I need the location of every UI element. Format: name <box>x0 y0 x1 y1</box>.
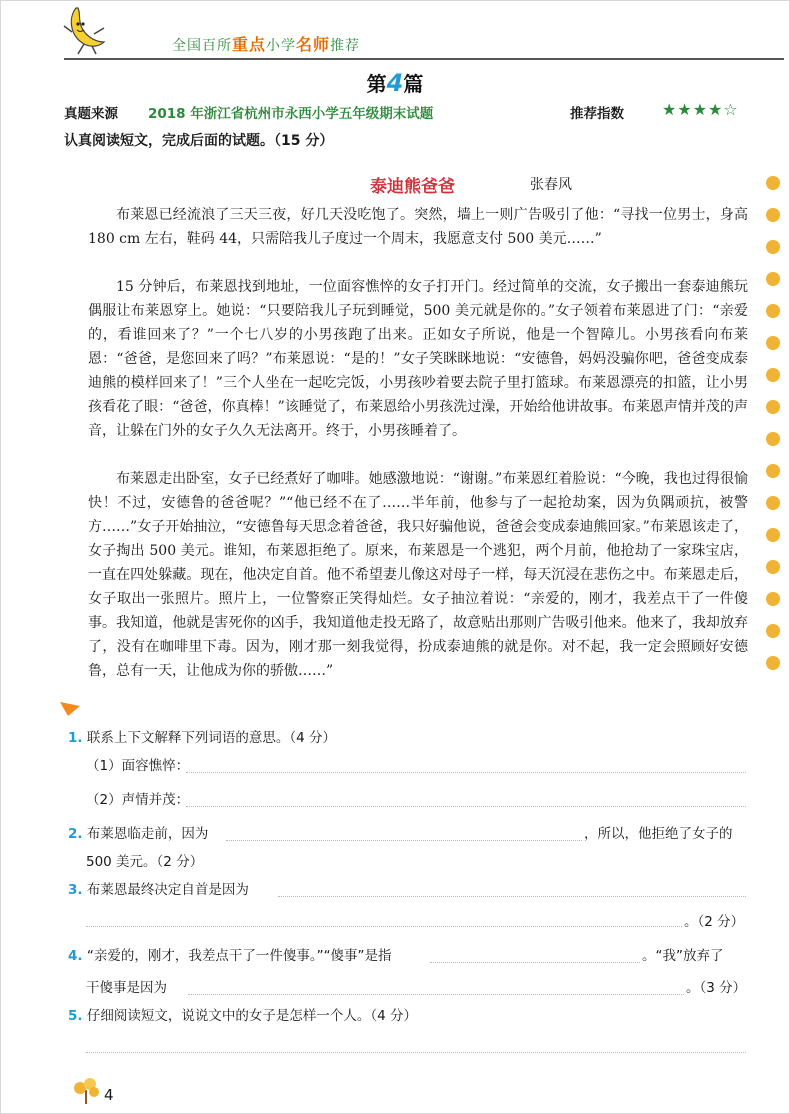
question-1b-label: （2）声情并茂： <box>86 792 190 808</box>
question-5: 5. 仔细阅读短文，说说文中的女子是怎样一个人。（4 分） <box>68 1008 417 1024</box>
binding-dot <box>766 432 780 446</box>
answer-line[interactable] <box>86 926 682 927</box>
binding-dot <box>766 176 780 190</box>
answer-line[interactable] <box>186 772 746 773</box>
question-4-mid: 。“我”放弃了 <box>642 948 724 964</box>
answer-line[interactable] <box>430 962 640 963</box>
question-4: 4. “亲爱的，刚才，我差点干了一件傻事。”“傻事”是指 <box>68 948 392 964</box>
story-paragraph: 15 分钟后，布莱恩找到地址，一位面容憔悴的女子打开门。经过简单的交流，女子搬出一套泰迪熊玩偶服让布莱恩穿上。她说：“只要陪我儿子玩到睡觉，500 美元就是你的。”女子领着布莱恩进了门：“亲爱的，看谁回来了？”一个七八岁的小男孩跑了出来。正如女子所说，他是一个智障儿。小男孩看向布莱恩：“爸爸，是您回来了吗？”布莱恩说：“是的！”女子笑眯眯地说：“安德鲁，妈妈没骗你吧，爸爸变成泰迪熊的模样回来了！”三个人坐在一起吃完饭，小男孩吵着要去院子里打篮球。布莱恩漂亮的扣篮，让小男孩看花了眼：“爸爸，你真棒！”该睡觉了，布莱恩给小男孩洗过澡，开始给他讲故事。布莱恩声情并茂的声音，让躲在门外的女子久久无法离开。终于，小男孩睡着了。 <box>88 279 748 439</box>
banana-mascot-icon <box>62 4 122 56</box>
header-divider <box>64 58 784 60</box>
binding-dot <box>766 560 780 574</box>
binding-dots <box>766 176 786 688</box>
answer-line[interactable] <box>278 896 746 897</box>
story-paragraph: 布莱恩走出卧室，女子已经煮好了咖啡。她感激地说：“谢谢。”布莱恩红着脸说：“今晚，我也过得很愉快！不过，安德鲁的爸爸呢？”“他已经不在了……半年前，他参与了一起抢劫案，因为负隅顽抗，被警方……”女子开始抽泣，“安德鲁每天思念着爸爸，我只好骗他说，爸爸会变成泰迪熊回家。”布莱恩该走了，女子掏出 500 美元。谁知，布莱恩拒绝了。原来，布莱恩是一个逃犯，两个月前，他抢劫了一家珠宝店，一直在四处躲藏。现在，他决定自首。他不希望妻儿像这对母子一样，每天沉浸在悲伤之中。布莱恩走后，女子取出一张照片。照片上，一位警察正笑得灿烂。女子抽泣着说：“亲爱的，刚才，我差点干了一件傻事。我知道，他就是害死你的凶手，我知道他走投无路了，故意贴出那则广告吸引他来。他来了，我却放弃了，没有在咖啡里下毒。因为，刚才那一刻我觉得，扮成泰迪熊的就是你。对不起，我一定会照顾好安德鲁，总有一天，让他成为你的骄傲……” <box>88 471 748 679</box>
question-2-end: 500 美元。（2 分） <box>86 854 204 870</box>
binding-dot <box>766 208 780 222</box>
tree-logo-icon <box>68 1076 104 1106</box>
binding-dot <box>766 592 780 606</box>
source-text: 2018 年浙江省杭州市永西小学五年级期末试题 <box>148 106 434 122</box>
question-1: 1. 联系上下文解释下列词语的意思。（4 分） <box>68 730 336 746</box>
source-label: 真题来源 <box>64 106 118 122</box>
binding-dot <box>766 624 780 638</box>
question-4-end: 。（3 分） <box>686 980 747 996</box>
answer-line[interactable] <box>226 840 582 841</box>
binding-dot <box>766 528 780 542</box>
answer-line[interactable] <box>186 806 746 807</box>
series-title: 全国百所重点小学名师推荐 <box>172 35 361 54</box>
article-number-title: 第4篇 <box>366 69 424 97</box>
recommend-stars: ★★★★☆ <box>662 100 739 119</box>
binding-dot <box>766 368 780 382</box>
page-number: 4 <box>104 1086 114 1104</box>
question-1a-label: （1）面容憔悴： <box>86 758 190 774</box>
question-2-mid: ，所以，他拒绝了女子的 <box>584 826 733 842</box>
recommend-label: 推荐指数 <box>570 106 624 122</box>
story-title: 泰迪熊爸爸 <box>370 177 455 197</box>
source-row <box>64 102 764 124</box>
question-4-line2: 干傻事是因为 <box>86 980 167 996</box>
binding-dot <box>766 400 780 414</box>
triangle-marker-icon <box>60 702 80 716</box>
question-3: 3. 布莱恩最终决定自首是因为 <box>68 882 249 898</box>
binding-dot <box>766 336 780 350</box>
question-3-end: 。（2 分） <box>684 914 745 930</box>
binding-dot <box>766 272 780 286</box>
binding-dot <box>766 656 780 670</box>
binding-dot <box>766 304 780 318</box>
question-2: 2. 布莱恩临走前，因为 <box>68 826 209 842</box>
story-paragraph: 布莱恩已经流浪了三天三夜，好几天没吃饱了。突然，墙上一则广告吸引了他：“寻找一位男士，身高 180 cm 左右，鞋码 44，只需陪我儿子度过一个周末，我愿意支付 500 美元……” <box>88 207 748 247</box>
story-author: 张春风 <box>530 177 572 193</box>
answer-line[interactable] <box>86 1052 746 1053</box>
instruction-text: 认真阅读短文，完成后面的试题。（15 分） <box>64 133 334 149</box>
answer-line[interactable] <box>188 994 684 995</box>
binding-dot <box>766 240 780 254</box>
binding-dot <box>766 496 780 510</box>
binding-dot <box>766 464 780 478</box>
